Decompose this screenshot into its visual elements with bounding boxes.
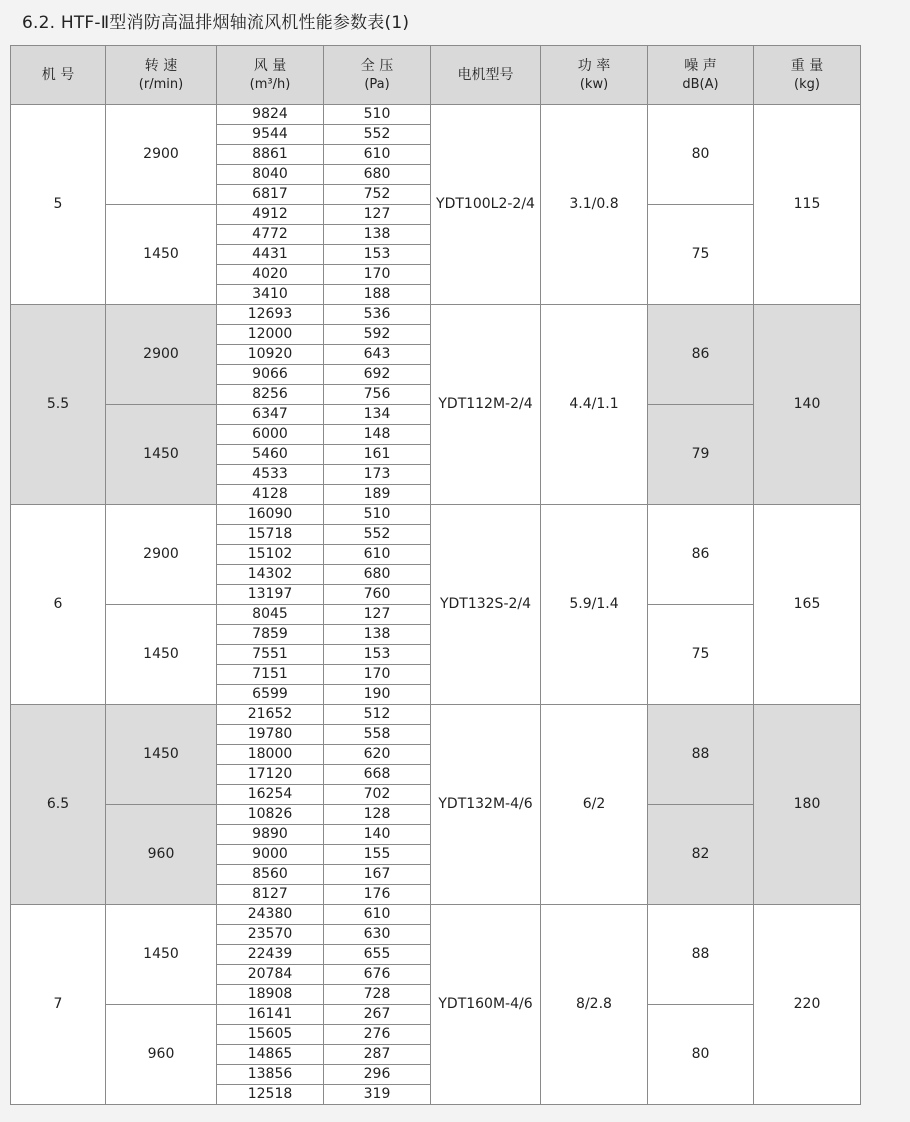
- airflow-cell: 12693: [217, 305, 324, 325]
- speed-cell: 1450: [106, 205, 217, 305]
- pressure-cell: 702: [324, 785, 431, 805]
- model-no-cell: 5: [11, 105, 106, 305]
- airflow-cell: 4128: [217, 485, 324, 505]
- airflow-cell: 8861: [217, 145, 324, 165]
- airflow-cell: 4772: [217, 225, 324, 245]
- airflow-cell: 8256: [217, 385, 324, 405]
- pressure-cell: 319: [324, 1085, 431, 1105]
- pressure-cell: 296: [324, 1065, 431, 1085]
- airflow-cell: 15102: [217, 545, 324, 565]
- noise-cell: 88: [648, 705, 754, 805]
- pressure-cell: 728: [324, 985, 431, 1005]
- table-body: [11, 105, 861, 1105]
- speed-cell: 2900: [106, 505, 217, 605]
- airflow-cell: 12000: [217, 325, 324, 345]
- weight-cell: 115: [754, 105, 861, 305]
- speed-cell: 1450: [106, 905, 217, 1005]
- airflow-cell: 10826: [217, 805, 324, 825]
- pressure-cell: 276: [324, 1025, 431, 1045]
- pressure-cell: 138: [324, 225, 431, 245]
- pressure-cell: 127: [324, 205, 431, 225]
- model-no-cell: 5.5: [11, 305, 106, 505]
- pressure-cell: 140: [324, 825, 431, 845]
- airflow-cell: 16090: [217, 505, 324, 525]
- airflow-cell: 4431: [217, 245, 324, 265]
- airflow-cell: 17120: [217, 765, 324, 785]
- power-cell: 3.1/0.8: [541, 105, 648, 305]
- pressure-cell: 668: [324, 765, 431, 785]
- airflow-cell: 4533: [217, 465, 324, 485]
- airflow-cell: 10920: [217, 345, 324, 365]
- speed-cell: 2900: [106, 105, 217, 205]
- airflow-cell: 18908: [217, 985, 324, 1005]
- pressure-cell: 510: [324, 505, 431, 525]
- pressure-cell: 760: [324, 585, 431, 605]
- pressure-cell: 128: [324, 805, 431, 825]
- noise-cell: 82: [648, 805, 754, 905]
- header-noise: 噪 声 dB(A): [648, 46, 754, 105]
- pressure-cell: 134: [324, 405, 431, 425]
- pressure-cell: 756: [324, 385, 431, 405]
- motor-cell: YDT132S-2/4: [431, 505, 541, 705]
- airflow-cell: 4912: [217, 205, 324, 225]
- airflow-cell: 12518: [217, 1085, 324, 1105]
- header-weight: 重 量 (kg): [754, 46, 861, 105]
- weight-cell: 140: [754, 305, 861, 505]
- pressure-cell: 552: [324, 125, 431, 145]
- pressure-cell: 161: [324, 445, 431, 465]
- pressure-cell: 170: [324, 665, 431, 685]
- pressure-cell: 680: [324, 165, 431, 185]
- pressure-cell: 148: [324, 425, 431, 445]
- model-no-cell: 6.5: [11, 705, 106, 905]
- motor-cell: YDT160M-4/6: [431, 905, 541, 1105]
- speed-cell: 1450: [106, 705, 217, 805]
- airflow-cell: 9066: [217, 365, 324, 385]
- airflow-cell: 7551: [217, 645, 324, 665]
- pressure-cell: 153: [324, 645, 431, 665]
- pressure-cell: 170: [324, 265, 431, 285]
- airflow-cell: 8040: [217, 165, 324, 185]
- pressure-cell: 620: [324, 745, 431, 765]
- noise-cell: 75: [648, 205, 754, 305]
- airflow-cell: 15718: [217, 525, 324, 545]
- noise-cell: 88: [648, 905, 754, 1005]
- airflow-cell: 9824: [217, 105, 324, 125]
- header-motor: 电机型号: [431, 46, 541, 105]
- airflow-cell: 9890: [217, 825, 324, 845]
- motor-cell: YDT132M-4/6: [431, 705, 541, 905]
- pressure-cell: 155: [324, 845, 431, 865]
- airflow-cell: 4020: [217, 265, 324, 285]
- airflow-cell: 23570: [217, 925, 324, 945]
- header-power: 功 率 (kw): [541, 46, 648, 105]
- airflow-cell: 20784: [217, 965, 324, 985]
- airflow-cell: 9000: [217, 845, 324, 865]
- airflow-cell: 18000: [217, 745, 324, 765]
- model-no-cell: 6: [11, 505, 106, 705]
- pressure-cell: 189: [324, 485, 431, 505]
- pressure-cell: 692: [324, 365, 431, 385]
- motor-cell: YDT112M-2/4: [431, 305, 541, 505]
- pressure-cell: 676: [324, 965, 431, 985]
- airflow-cell: 8127: [217, 885, 324, 905]
- model-no-cell: 7: [11, 905, 106, 1105]
- airflow-cell: 14865: [217, 1045, 324, 1065]
- noise-cell: 86: [648, 305, 754, 405]
- speed-cell: 960: [106, 1005, 217, 1105]
- pressure-cell: 190: [324, 685, 431, 705]
- weight-cell: 220: [754, 905, 861, 1105]
- airflow-cell: 14302: [217, 565, 324, 585]
- pressure-cell: 610: [324, 905, 431, 925]
- pressure-cell: 558: [324, 725, 431, 745]
- power-cell: 5.9/1.4: [541, 505, 648, 705]
- header-pressure: 全 压 (Pa): [324, 46, 431, 105]
- header-model-no: 机 号: [11, 46, 106, 105]
- airflow-cell: 6599: [217, 685, 324, 705]
- airflow-cell: 22439: [217, 945, 324, 965]
- pressure-cell: 167: [324, 865, 431, 885]
- airflow-cell: 9544: [217, 125, 324, 145]
- airflow-cell: 16254: [217, 785, 324, 805]
- page-title: 6.2. HTF-Ⅱ型消防高温排烟轴流风机性能参数表(1): [22, 13, 410, 33]
- power-cell: 4.4/1.1: [541, 305, 648, 505]
- header-airflow: 风 量 (m³/h): [217, 46, 324, 105]
- power-cell: 6/2: [541, 705, 648, 905]
- pressure-cell: 536: [324, 305, 431, 325]
- speed-cell: 1450: [106, 605, 217, 705]
- pressure-cell: 643: [324, 345, 431, 365]
- pressure-cell: 127: [324, 605, 431, 625]
- pressure-cell: 153: [324, 245, 431, 265]
- pressure-cell: 512: [324, 705, 431, 725]
- table-row: [11, 905, 861, 925]
- table-row: [11, 105, 861, 125]
- pressure-cell: 655: [324, 945, 431, 965]
- noise-cell: 75: [648, 605, 754, 705]
- airflow-cell: 13197: [217, 585, 324, 605]
- noise-cell: 79: [648, 405, 754, 505]
- power-cell: 8/2.8: [541, 905, 648, 1105]
- airflow-cell: 24380: [217, 905, 324, 925]
- weight-cell: 165: [754, 505, 861, 705]
- airflow-cell: 7859: [217, 625, 324, 645]
- pressure-cell: 552: [324, 525, 431, 545]
- airflow-cell: 19780: [217, 725, 324, 745]
- airflow-cell: 7151: [217, 665, 324, 685]
- airflow-cell: 6000: [217, 425, 324, 445]
- pressure-cell: 592: [324, 325, 431, 345]
- pressure-cell: 176: [324, 885, 431, 905]
- table-row: [11, 705, 861, 725]
- noise-cell: 80: [648, 1005, 754, 1105]
- performance-table: [10, 45, 861, 1105]
- pressure-cell: 138: [324, 625, 431, 645]
- airflow-cell: 5460: [217, 445, 324, 465]
- airflow-cell: 21652: [217, 705, 324, 725]
- airflow-cell: 6817: [217, 185, 324, 205]
- table-row: [11, 505, 861, 525]
- airflow-cell: 8560: [217, 865, 324, 885]
- airflow-cell: 6347: [217, 405, 324, 425]
- header-speed: 转 速 (r/min): [106, 46, 217, 105]
- airflow-cell: 15605: [217, 1025, 324, 1045]
- pressure-cell: 173: [324, 465, 431, 485]
- pressure-cell: 287: [324, 1045, 431, 1065]
- noise-cell: 86: [648, 505, 754, 605]
- pressure-cell: 610: [324, 145, 431, 165]
- motor-cell: YDT100L2-2/4: [431, 105, 541, 305]
- speed-cell: 1450: [106, 405, 217, 505]
- table-header-row: [11, 46, 861, 105]
- pressure-cell: 630: [324, 925, 431, 945]
- speed-cell: 2900: [106, 305, 217, 405]
- pressure-cell: 752: [324, 185, 431, 205]
- pressure-cell: 188: [324, 285, 431, 305]
- table-row: [11, 305, 861, 325]
- pressure-cell: 680: [324, 565, 431, 585]
- pressure-cell: 510: [324, 105, 431, 125]
- airflow-cell: 3410: [217, 285, 324, 305]
- pressure-cell: 610: [324, 545, 431, 565]
- pressure-cell: 267: [324, 1005, 431, 1025]
- speed-cell: 960: [106, 805, 217, 905]
- airflow-cell: 16141: [217, 1005, 324, 1025]
- weight-cell: 180: [754, 705, 861, 905]
- noise-cell: 80: [648, 105, 754, 205]
- airflow-cell: 13856: [217, 1065, 324, 1085]
- airflow-cell: 8045: [217, 605, 324, 625]
